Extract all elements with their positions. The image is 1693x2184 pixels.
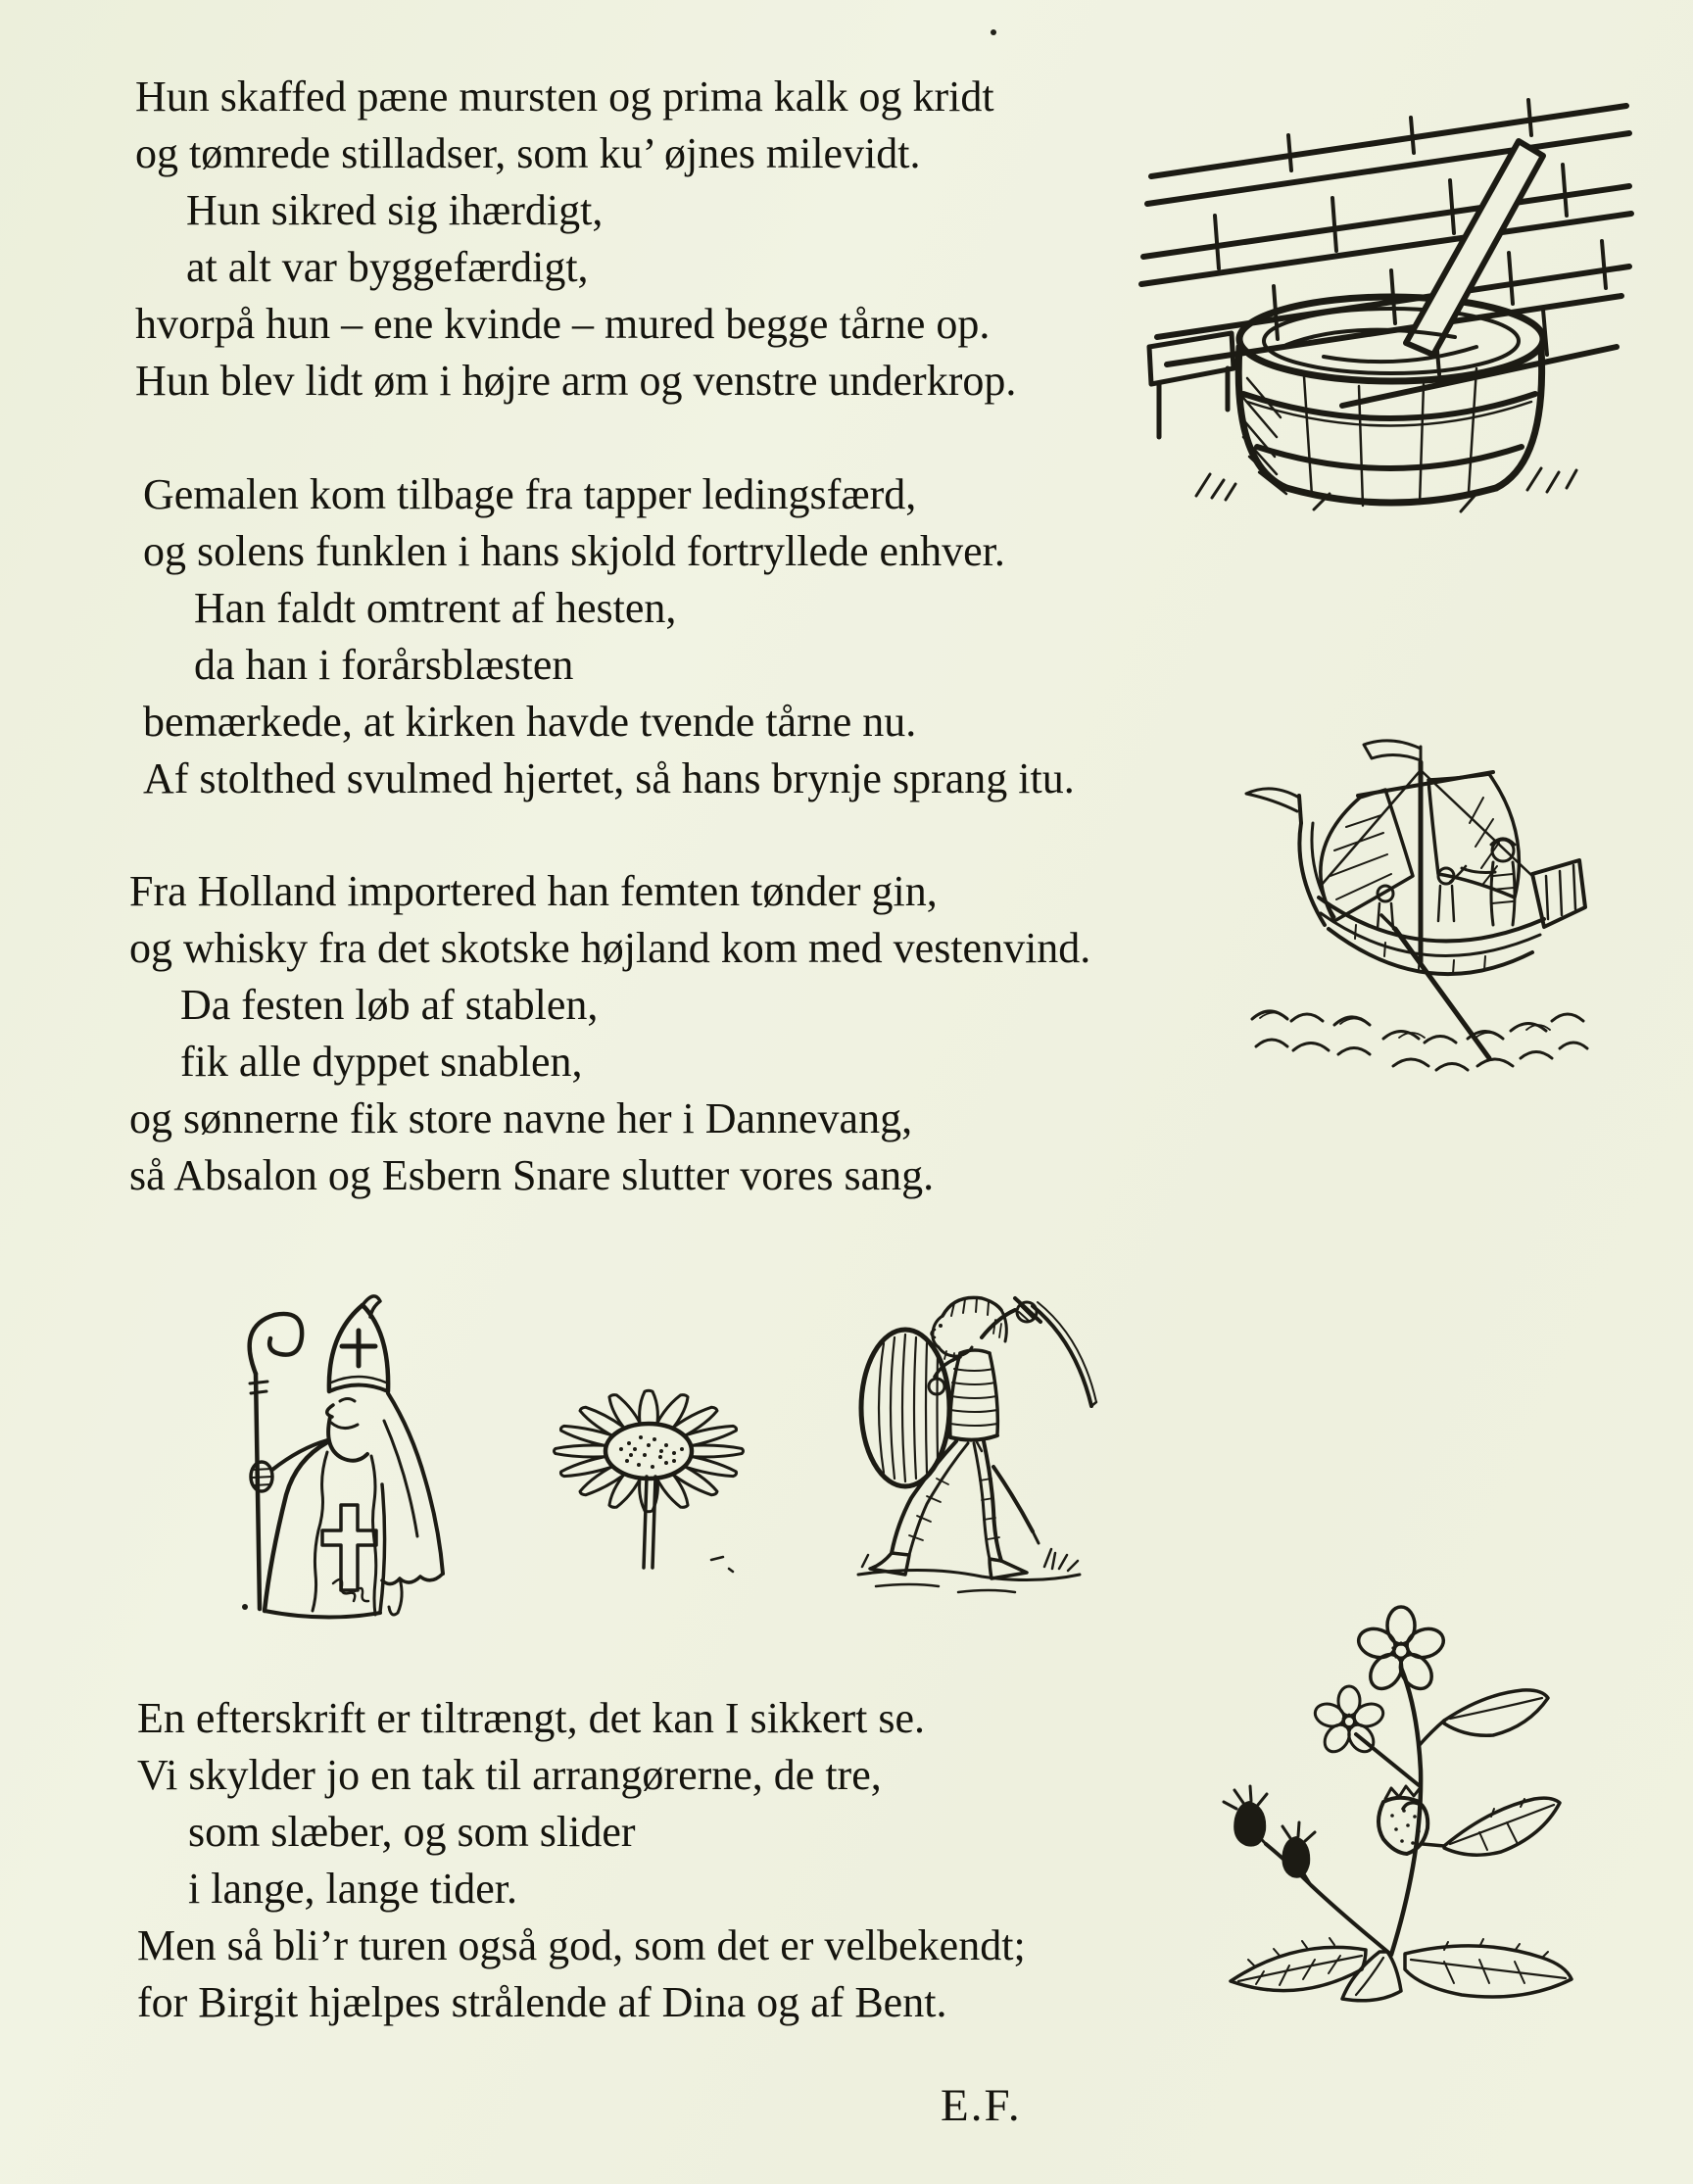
poem-line: En efterskrift er tiltrængt, det kan I sikkert se. <box>137 1694 925 1742</box>
wild-strawberry-plant-illustration <box>1197 1599 1599 2011</box>
sailing-ship-drawing <box>1236 727 1594 1080</box>
daisy-drawing <box>519 1367 779 1577</box>
poem-line: som slæber, og som slider <box>188 1808 636 1856</box>
bishop-figure <box>251 1296 443 1618</box>
daisy-stem <box>644 1477 655 1568</box>
author-initials: E.F. <box>941 2080 1022 2131</box>
stanza-2 <box>143 466 1075 807</box>
poem-line: da han i forårsblæsten <box>194 641 574 689</box>
ship-hull <box>1246 789 1585 974</box>
sword-arm-and-sword <box>982 1298 1096 1406</box>
poem-line: Hun skaffed pæne mursten og prima kalk og kridt <box>135 73 994 121</box>
strawberry-plant-drawing <box>1197 1599 1599 2011</box>
bishop-illustration <box>178 1274 472 1626</box>
strawberry-leaves <box>1231 1690 1572 2001</box>
ink-speck <box>991 29 996 35</box>
poem-line: bemærkede, at kirken havde tvende tårne nu. <box>143 698 917 746</box>
poem-line: Han faldt omtrent af hesten, <box>194 584 677 632</box>
poem-line: og solens funklen i hans skjold fortryllede enhver. <box>143 527 1005 575</box>
poem-line: for Birgit hjælpes strålende af Dina og af Bent. <box>137 1978 947 2026</box>
poem-line: hvorpå hun – ene kvinde – mured begge tårne op. <box>135 300 991 348</box>
bishop-drawing <box>178 1274 472 1626</box>
poem-line: Men så bli’r turen også god, som det er velbekendt; <box>137 1921 1026 1969</box>
brick-wall <box>1141 100 1631 437</box>
poem-line: at alt var byggefærdigt, <box>186 243 589 291</box>
plant-stems <box>1252 1668 1444 1955</box>
stanza-4 <box>137 1690 1026 2031</box>
mortar-tub-and-brick-wall-illustration <box>1132 51 1641 521</box>
poem-line: i lange, lange tider. <box>188 1865 517 1913</box>
warrior-drawing <box>833 1259 1107 1597</box>
stirring-paddle <box>1406 141 1543 355</box>
poem-line: Hun blev lidt øm i højre arm og venstre underkrop. <box>135 357 1017 405</box>
poem-line: Da festen løb af stablen, <box>180 981 599 1029</box>
warrior-body <box>870 1350 1039 1578</box>
poem-line: så Absalon og Esbern Snare slutter vores sang. <box>129 1151 935 1199</box>
big-flower <box>1355 1607 1447 1695</box>
daisy-flower-illustration <box>519 1367 779 1577</box>
poem-line: Hun sikred sig ihærdigt, <box>186 186 604 234</box>
ripe-berries <box>1224 1786 1315 1878</box>
poem-line: og whisky fra det skotske højland kom med vestenvind. <box>129 924 1091 972</box>
poem-line: Fra Holland importered han femten tønder gin, <box>129 867 938 915</box>
sailing-ship-illustration <box>1236 727 1594 1080</box>
poem-line: Gemalen kom tilbage fra tapper ledingsfærd, <box>143 470 917 518</box>
small-flower <box>1312 1686 1385 1757</box>
stanza-3 <box>129 863 1090 1204</box>
poem-line: Af stolthed svulmed hjertet, så hans brynje sprang itu. <box>143 754 1075 802</box>
steering-oar <box>1395 929 1489 1058</box>
warrior-with-sword-and-shield-illustration <box>833 1259 1107 1597</box>
mast-and-sails <box>1321 741 1532 962</box>
daisy-center <box>605 1424 692 1479</box>
poem-line: og sønnerne fik store navne her i Dannevang, <box>129 1094 913 1142</box>
mortar-tub <box>1238 141 1543 506</box>
mortar-tub-and-brick-wall-drawing <box>1132 51 1641 521</box>
stanza-1 <box>135 69 1016 410</box>
poem-line: Vi skylder jo en tak til arrangørerne, de tre, <box>137 1751 882 1799</box>
poem-line: fik alle dyppet snablen, <box>180 1038 583 1086</box>
poem-line: og tømrede stilladser, som ku’ øjnes milevidt. <box>135 129 921 177</box>
waves <box>1252 1011 1587 1070</box>
